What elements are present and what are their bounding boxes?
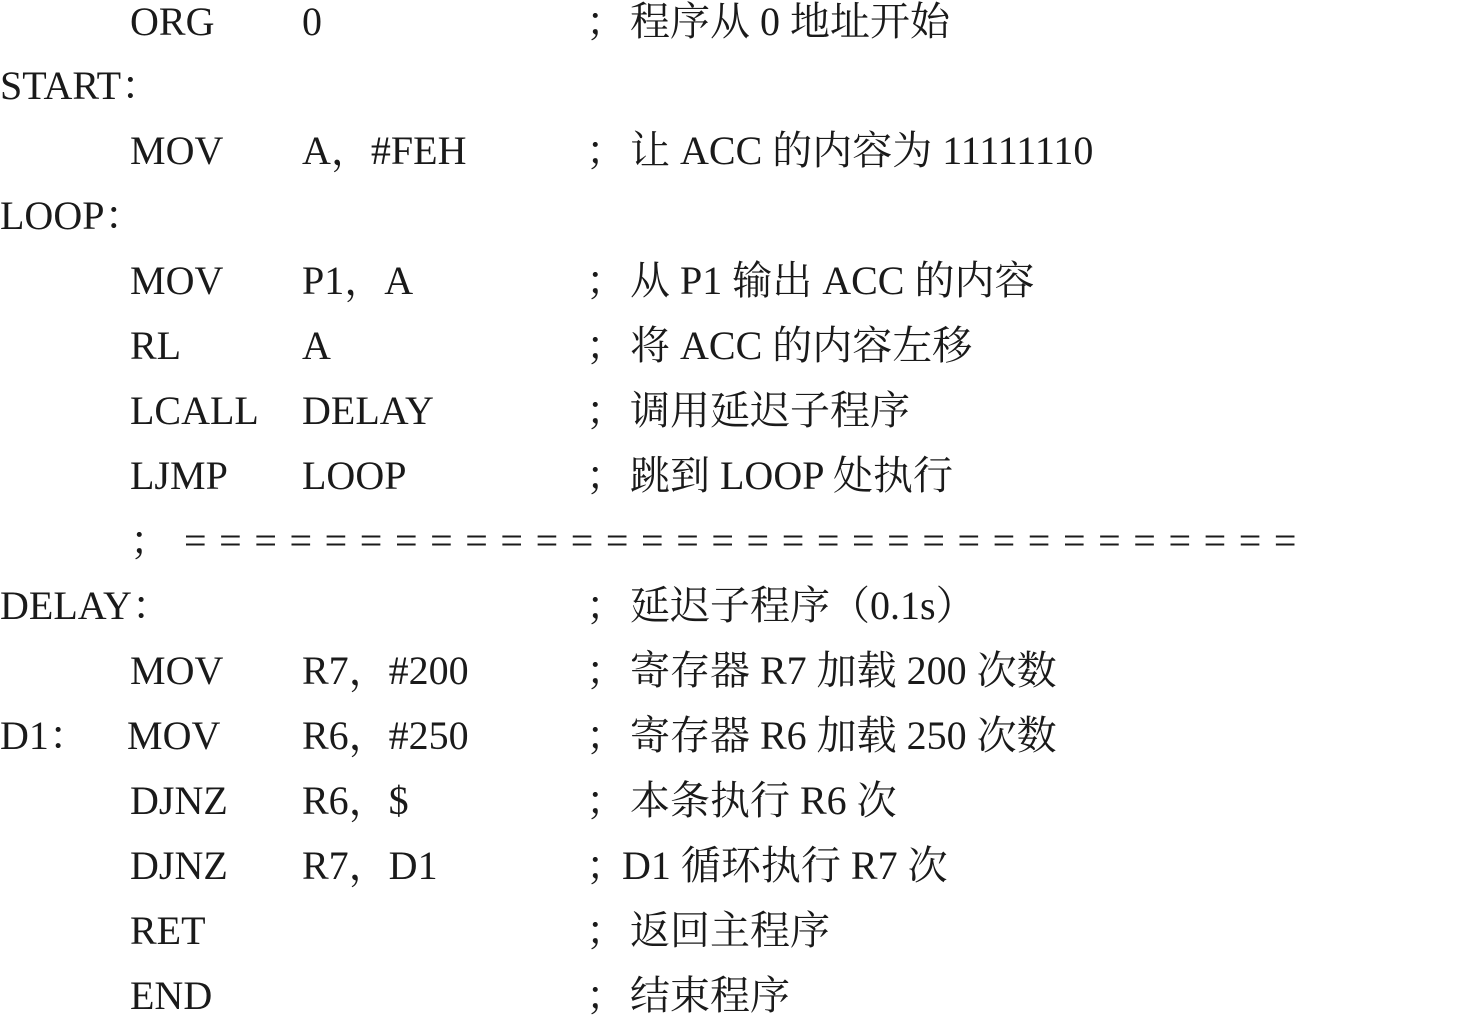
comment: 返回主程序: [630, 908, 830, 953]
code-line-org: [0, 0, 1471, 54]
operand: R6，#250: [302, 713, 469, 758]
label: START：: [0, 63, 162, 108]
code-line-separator: [0, 509, 1471, 573]
comment: 延迟子程序（0.1s）: [630, 583, 976, 628]
comment: 寄存器 R7 加载 200 次数: [630, 648, 1057, 693]
code-line-lcall: [0, 379, 1471, 443]
comment-semicolon: ；: [586, 713, 626, 758]
operand: LOOP: [302, 453, 407, 498]
operand: R6，$: [302, 778, 409, 823]
comment: 结束程序: [630, 973, 790, 1018]
comment: 程序从 0 地址开始: [630, 0, 950, 44]
operand: R7，D1: [302, 843, 438, 888]
mnemonic: LJMP: [130, 453, 228, 498]
comment-semicolon: ；: [586, 0, 626, 44]
code-line-end: [0, 964, 1471, 1028]
code-line-mov-r7: [0, 639, 1471, 703]
operand: 0: [302, 0, 322, 44]
code-line-djnz-r6: [0, 769, 1471, 833]
comment-semicolon: ；: [586, 388, 626, 433]
comment: 本条执行 R6 次: [630, 778, 897, 823]
code-line-d1-mov-r6: [0, 704, 1471, 768]
mnemonic: MOV: [130, 128, 224, 173]
comment-semicolon: ；: [586, 973, 626, 1018]
code-line-mov-a: [0, 119, 1471, 183]
comment: 让 ACC 的内容为 11111110: [630, 128, 1094, 173]
mnemonic: ORG: [130, 0, 215, 44]
label: DELAY：: [0, 583, 172, 628]
operand: R7，#200: [302, 648, 469, 693]
operand: P1，A: [302, 258, 414, 303]
separator-semicolon: ；: [130, 518, 170, 563]
operand: DELAY: [302, 388, 434, 433]
mnemonic: RET: [130, 908, 206, 953]
mnemonic: MOV: [130, 648, 224, 693]
mnemonic: MOV: [130, 258, 224, 303]
comment-semicolon: ；: [586, 583, 626, 628]
code-line-ljmp: [0, 444, 1471, 508]
code-line-djnz-r7: [0, 834, 1471, 898]
comment: 调用延迟子程序: [630, 388, 910, 433]
comment: 寄存器 R6 加载 250 次数: [630, 713, 1057, 758]
code-line-ret: [0, 899, 1471, 963]
code-line-delay-label: [0, 574, 1471, 638]
label: LOOP：: [0, 193, 145, 238]
code-line-loop-label: [0, 184, 1471, 248]
comment-semicolon: ；: [586, 323, 626, 368]
comment-semicolon: ；: [586, 778, 626, 823]
mnemonic: END: [130, 973, 213, 1018]
comment-semicolon: ；: [586, 258, 626, 303]
code-line-mov-p1: [0, 249, 1471, 313]
code-line-start-label: [0, 54, 1471, 118]
operand: A: [302, 323, 331, 368]
code-line-rl: [0, 314, 1471, 378]
mnemonic: LCALL: [130, 388, 259, 433]
comment: 跳到 LOOP 处执行: [630, 453, 953, 498]
mnemonic: DJNZ: [130, 843, 228, 888]
separator-rule: ================================: [184, 518, 1310, 563]
comment: 从 P1 输出 ACC 的内容: [630, 258, 1035, 303]
comment-semicolon: ；: [586, 648, 626, 693]
comment: 将 ACC 的内容左移: [630, 323, 973, 368]
comment-semicolon: ；: [586, 453, 626, 498]
mnemonic: MOV: [127, 713, 221, 758]
operand: A，#FEH: [302, 128, 467, 173]
mnemonic: RL: [130, 323, 182, 368]
comment-semicolon: ；: [586, 908, 626, 953]
label: D1：: [0, 713, 89, 758]
comment-semicolon: ；: [586, 843, 626, 888]
comment-semicolon: ；: [586, 128, 626, 173]
comment: D1 循环执行 R7 次: [622, 843, 948, 888]
mnemonic: DJNZ: [130, 778, 228, 823]
